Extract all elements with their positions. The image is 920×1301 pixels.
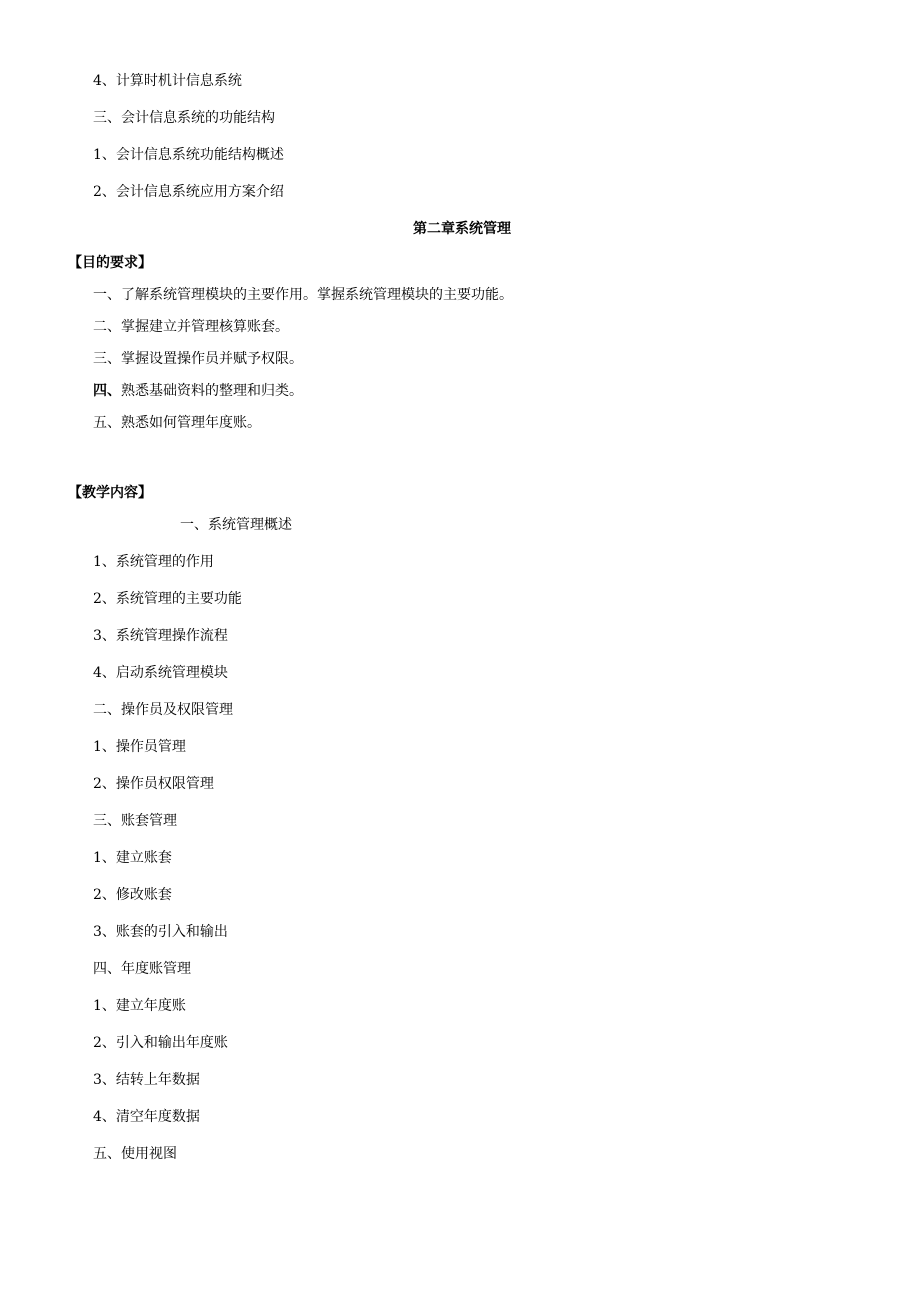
objective-item-5: 五、熟悉如何管理年度账。 bbox=[93, 415, 261, 431]
section-3-item-1: 1、建立账套 bbox=[93, 850, 172, 866]
section-1-item-2: 2、系统管理的主要功能 bbox=[93, 591, 242, 607]
section-4-title: 四、年度账管理 bbox=[93, 961, 191, 977]
intro-line-1: 4、计算时机计信息系统 bbox=[93, 73, 242, 89]
section-3-item-2: 2、修改账套 bbox=[93, 887, 172, 903]
chapter-title: 第二章系统管理 bbox=[413, 221, 511, 237]
intro-line-2: 三、会计信息系统的功能结构 bbox=[93, 110, 275, 126]
section-4-item-2: 2、引入和输出年度账 bbox=[93, 1035, 228, 1051]
section-1-item-4: 4、启动系统管理模块 bbox=[93, 665, 228, 681]
section-2-item-2: 2、操作员权限管理 bbox=[93, 776, 214, 792]
objective-item-4-lead: 四、 bbox=[93, 383, 121, 399]
section-1-item-1: 1、系统管理的作用 bbox=[93, 554, 214, 570]
section-2-title: 二、操作员及权限管理 bbox=[93, 702, 233, 718]
section-1-title: 一、系统管理概述 bbox=[180, 517, 292, 533]
content-heading: 【教学内容】 bbox=[68, 485, 152, 501]
section-2-item-1: 1、操作员管理 bbox=[93, 739, 186, 755]
objective-item-3: 三、掌握设置操作员并赋予权限。 bbox=[93, 351, 303, 367]
section-4-item-4: 4、清空年度数据 bbox=[93, 1109, 200, 1125]
section-3-title: 三、账套管理 bbox=[93, 813, 177, 829]
section-4-item-3: 3、结转上年数据 bbox=[93, 1072, 200, 1088]
objective-item-4-text: 熟悉基础资料的整理和归类。 bbox=[121, 383, 303, 399]
intro-line-3: 1、会计信息系统功能结构概述 bbox=[93, 147, 284, 163]
objective-item-1: 一、了解系统管理模块的主要作用。掌握系统管理模块的主要功能。 bbox=[93, 287, 513, 303]
section-1-item-3: 3、系统管理操作流程 bbox=[93, 628, 228, 644]
objective-item-4 bbox=[93, 382, 303, 400]
section-4-item-1: 1、建立年度账 bbox=[93, 998, 186, 1014]
section-5-title: 五、使用视图 bbox=[93, 1146, 177, 1162]
objective-item-2: 二、掌握建立并管理核算账套。 bbox=[93, 319, 289, 335]
objectives-heading: 【目的要求】 bbox=[68, 255, 152, 271]
intro-line-4: 2、会计信息系统应用方案介绍 bbox=[93, 184, 284, 200]
section-3-item-3: 3、账套的引入和输出 bbox=[93, 924, 228, 940]
